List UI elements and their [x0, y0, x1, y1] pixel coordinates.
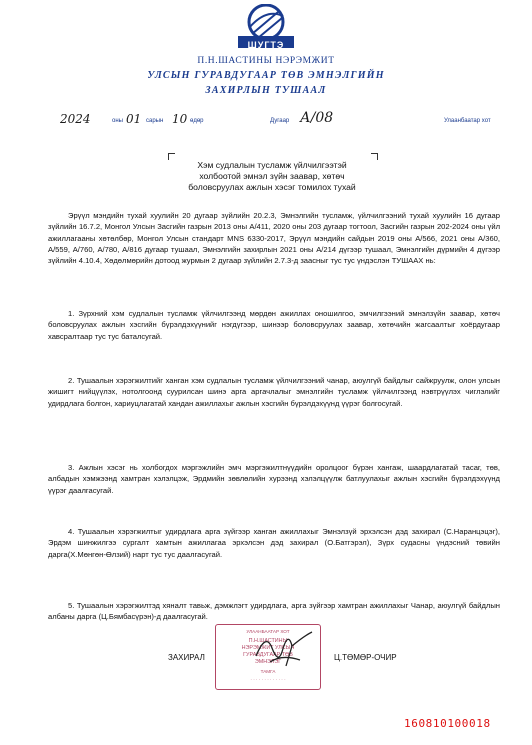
order-type: ЗАХИРЛЫН ТУШААЛ [205, 85, 327, 96]
title-line-1: Хэм судлалын тусламж үйлчилгээтэй [197, 160, 347, 170]
document-serial-number: 160810100018 [404, 717, 491, 730]
title-line-2: холбоотой эмнэл зүйн заавар, хөтөч [199, 171, 345, 181]
stamp-line-3: НЭРЭМЖИТ УЛСЫН [241, 645, 295, 651]
stamp-line-6: ТАМГА [260, 669, 276, 674]
title-line-3: боловсруулах ажлын хэсэг томилох тухай [188, 182, 356, 192]
stamp-line-2: П.Н.ШАСТИНЫ [248, 638, 288, 644]
year-label: оны [112, 118, 123, 124]
signature-scribble-icon [252, 626, 316, 670]
date-month: 01 [126, 112, 142, 126]
month-label: сарын [146, 118, 164, 124]
stamp-line-1: УЛААНБААТАР ХОТ [246, 629, 290, 634]
order-title [160, 160, 384, 193]
day-label: өдөр [190, 118, 204, 124]
logo-text: ШУГТЭ [247, 40, 285, 50]
org-line-2: УЛСЫН ГУРАВДУГААР ТӨВ ЭМНЭЛГИЙН [147, 70, 385, 81]
stamp-line-7: · · · · · · · · · · · · · [250, 677, 286, 682]
signature-title: ЗАХИРАЛ [168, 653, 205, 662]
city-label: Улаанбаатар хот [444, 118, 491, 124]
stamp-line-4: ГУРАВДУГААР ТӨВ [243, 652, 293, 658]
item-1: 1. Зүрхний хэм судлалын тусламж үйлчилгээнд мөрдөн ажиллах оношилгоо, эмчилгээний эмнэлзүйн заавар, хөтөч боловсруулах ажлын хэсгийн бүрэлдэхүүнийг нэгдүгээр, шинээр боловсруулах заавар, хөтөчийн жагсаалтыг хоёрдугаар хавсралтаар тус тус баталсугай. [48, 309, 500, 341]
item-2: 2. Тушаалын хэрэгжилтийг ханган хэм судлалын тусламж үйлчилгээний чанар, аюулгүй байдлыг сайжруулж, олон улсын жишигт нийцүүлэх, нотолгоонд суурилсан шинэ арга аргачлалыг эмнэлгийн тусламж үйлчилгээнд нэвтрүүлэх чиглэлийг удирдлага болгон, хариуцлагатай хандан ажиллахыг ажлын хэсгийн бүрэлдэхүүнд үүрэг болгосугай. [48, 376, 500, 408]
stamp-line-5: ЭМНЭЛЭГ [254, 659, 282, 665]
intro-paragraph: Эрүүл мэндийн тухай хуулийн 20 дугаар зүйлийн 20.2.3, Эмнэлгийн тусламж, үйлчилгээний тухай хуулийн 16 дугаар зүйлийн 16.7.2, Монгол Улсын Засгийн газрын 2013 оны А/411, 2020 оны 203 дугаар тогтоол, Засгийн газрын 202-2024 оны үйл ажиллагааны хөтөлбөр, Монгол Улсын стандарт MNS 6330-2017, Эрүүл мэндийн сайдын 2019 оны А/566, 2021 оны А/360, А/559, А/760, А/780, А/816 дугаар тушаал, Эмнэлгийн захирлын 2021 оны А/214 дүгээр тушаал, Эмнэлгийн дүрмийн 4 дүгээр зүйлийн 4.10.4, Хөдөлмөрийн дотоод журмын 2 дугаар зүйлийн 2.7.3-д заасныг тус тус үндэслэн ТУШААХ нь: [48, 211, 500, 266]
number-label: Дугаар [270, 118, 290, 124]
item-3: 3. Ажлын хэсэг нь холбогдох мэргэжлийн эмч мэргэжилтнүүдийн оролцоог бүрэн хангаж, шаардлагатай тасаг, төв, албадын хэмжээнд хамтран хэлэлцэж, Эрдмийн зөвлөлийн хурээнд хэлэлцүүлж батлуулахыг ажлын хэсгийн бүрэлдэхүүнд үүрэг даалгасугай. [48, 463, 500, 495]
date-year: 2024 [60, 112, 91, 126]
item-5: 5. Тушаалын хэрэгжилтэд хяналт тавьж, дэмжлэгт удирдлага, арга зүйгээр хамтран ажиллахыг Чанар, аюулгүй байдлын албаны дарга (Ц.Бямбасүрэн)-д даалгасугай. [48, 601, 500, 622]
org-line-1: П.Н.ШАСТИНЫ НЭРЭМЖИТ [197, 56, 335, 66]
title-corner-tr [371, 153, 378, 160]
order-number: А/08 [300, 110, 334, 126]
title-corner-tl [168, 153, 175, 160]
item-4: 4. Тушаалын хэрэгжилтыг удирдлага арга зүйгээр ханган ажиллахыг Эмнэлзүй эрхэлсэн дэд захирал (С.Наранцэцэг), Эрдэм шинжилгээ сургалт хамтын ажиллагаа эрхэлсэн дэд захирал (О.Батгэрэл), Зүрх судасны үндэсний төвийн дарга(Х.Мөнгөн-Өлзий) нарт тус тус даалгасугай. [48, 527, 500, 559]
date-day: 10 [172, 112, 188, 126]
signatory-name: Ц.ТӨМӨР-ОЧИР [334, 653, 397, 662]
